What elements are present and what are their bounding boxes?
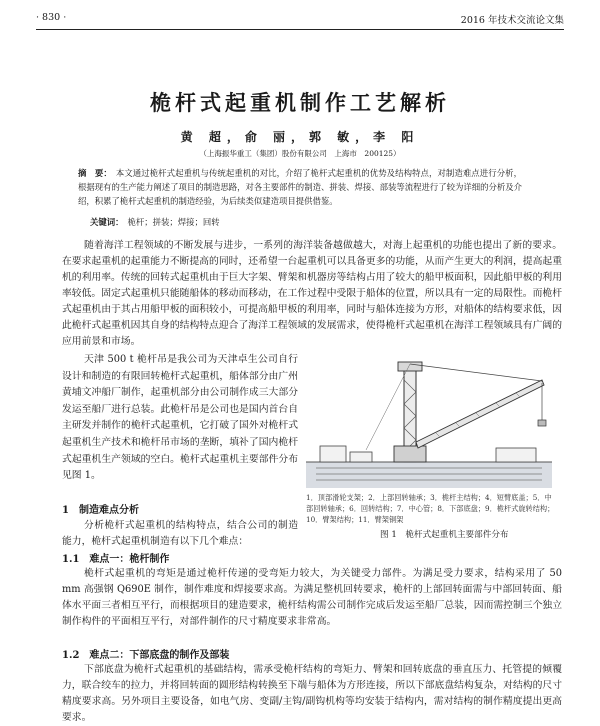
mast-crane-illustration — [306, 350, 552, 488]
keywords-text: 桅杆；拼装；焊接；回转 — [127, 217, 220, 227]
abstract-text: 本文通过桅杆式起重机与传统起重机的对比，介绍了桅杆式起重机的优势及结构特点，对制造难点进行分析，根据现有的生产能力阐述了项目的制造思路，对各主要部件的制造、拼装、焊接、部装等流程进行了较为详细的分析及介绍，积累了桅杆式起重机的制造经验，为后续类似建造项目提供借鉴。 — [78, 168, 523, 206]
subsection-1-1-text: 桅杆式起重机的弯矩是通过桅杆传递的受弯矩力较大，为关键受力部件。为满足受力要求，结构采用了 50 mm 高强钢 Q690E 制作，制作难度和焊接要求高。为满足整机回转要求，桅杆的上部回转面需与中部回转面、船体水平面三者相互平行，而根据项目的建造要求，桅杆结构需公司制作完成后发运至船厂总装，因而需控制三个独立制作构件的平面相互平行，对部件制作的尺寸精度要求非常高。 — [62, 568, 562, 627]
subsection-1-2-heading: 1.2 难点二：下部底盘的制作及部装 — [62, 650, 230, 661]
figure-1 — [306, 350, 552, 488]
affiliation: （上海振华重工（集团）股份有限公司 上海市 200125） — [199, 149, 401, 158]
subsection-1-1-heading: 1.1 难点一：桅杆制作 — [62, 554, 170, 565]
boom — [416, 380, 544, 448]
luffing-rope — [410, 364, 542, 381]
lower-base — [394, 446, 426, 462]
abstract — [78, 166, 522, 208]
keywords — [90, 215, 522, 229]
journal-name: 2016 年技术交流论文集 — [460, 15, 564, 26]
project-paragraph: 天津 500 t 桅杆吊是我公司为天津卓生公司自行设计和制造的有限回转桅杆式起重机，船体部分由广州黄埔文冲船厂制作，起重机部分由公司制作成三大部分发运至船厂进行总装。此桅杆吊是公司也是国内首台自主研发并制作的桅杆式起重机，它打破了国外对桅杆式起重机生产技术和桅杆吊市场的垄断，填补了国内桅杆式起重机生产领域的空白。桅杆式起重机主要部件分布见图 1。 — [62, 354, 298, 482]
paper-title: 桅杆式起重机制作工艺解析 — [150, 90, 450, 115]
stern-house — [496, 448, 536, 462]
hook-block — [538, 420, 546, 426]
top-sheave-bracket — [398, 362, 422, 371]
deck-house — [320, 446, 346, 462]
keywords-label: 关键词： — [90, 217, 124, 227]
header-rule — [36, 29, 564, 30]
figure-caption: 图 1 桅杆式起重机主要部件分布 — [380, 530, 509, 540]
section-1-heading: 1 制造难点分析 — [62, 505, 139, 516]
section-1-paragraph: 分析桅杆式起重机的结构特点，结合公司的制造能力，桅杆式起重机制造有以下几个难点： — [62, 520, 298, 547]
intro-paragraph: 随着海洋工程领域的不断发展与进步，一系列的海洋装备越做越大，对海上起重机的功能也提出了新的要求。在要求起重机的起重能力不断提高的同时，还希望一台起重机可以具备更多的功能，从而产生更大的利润，提高起重机的利用率。传统的回转式起重机由于巨大字架、臂架和机器房等结构占用了较大的船甲板面积，因此船甲板的利用率较低。固定式起重机只能随船体的移动而移动，在工作过程中受限于船体的位置，所以具有一定的局限性。而桅杆式起重机由于其占用船甲板的面积较小，可提高船甲板的利用率，同时与船体连接为方形，对船体的结构要求低，因此桅杆式起重机因其自身的结构特点迎合了海洋工程领域的发展需求，使得桅杆式起重机在海洋工程领域具有广阔的应用前景和市场。 — [62, 240, 562, 347]
subsection-1-2-text: 下部底盘为桅杆式起重机的基础结构，需承受桅杆结构的弯矩力、臂架和回转底盘的垂直压力、托管提的倾覆力，联合绞车的拉力，并将回转面的圆形结构转换至下端与船体为方形连接，所以下部底盘结构复杂，对结构的尺寸精度要求高。另外项目主要设备，如电气房、变副/主钩/副钩机构等均安装于结构内，需对结构的制作精度提出更高要求。 — [62, 664, 562, 723]
deck-block — [350, 452, 372, 462]
running-header — [36, 12, 564, 26]
figure-legend: 1．顶部滑轮支架；2．上部回转轴承；3．桅杆主结构；4．短臂底盖；5．中部回转轴承；6．回转结构；7．中心管；8．下部底盘；9．桅杆式旋转结构；10．臂架结构；11．臂架铜架 — [306, 493, 555, 524]
abstract-label: 摘 要： — [78, 168, 112, 178]
back-stay — [366, 364, 410, 450]
page-number: · 830 · — [36, 12, 67, 23]
authors: 黄 超，俞 丽，郭 敏，李 阳 — [180, 130, 420, 144]
sea-hull-band — [306, 462, 552, 488]
